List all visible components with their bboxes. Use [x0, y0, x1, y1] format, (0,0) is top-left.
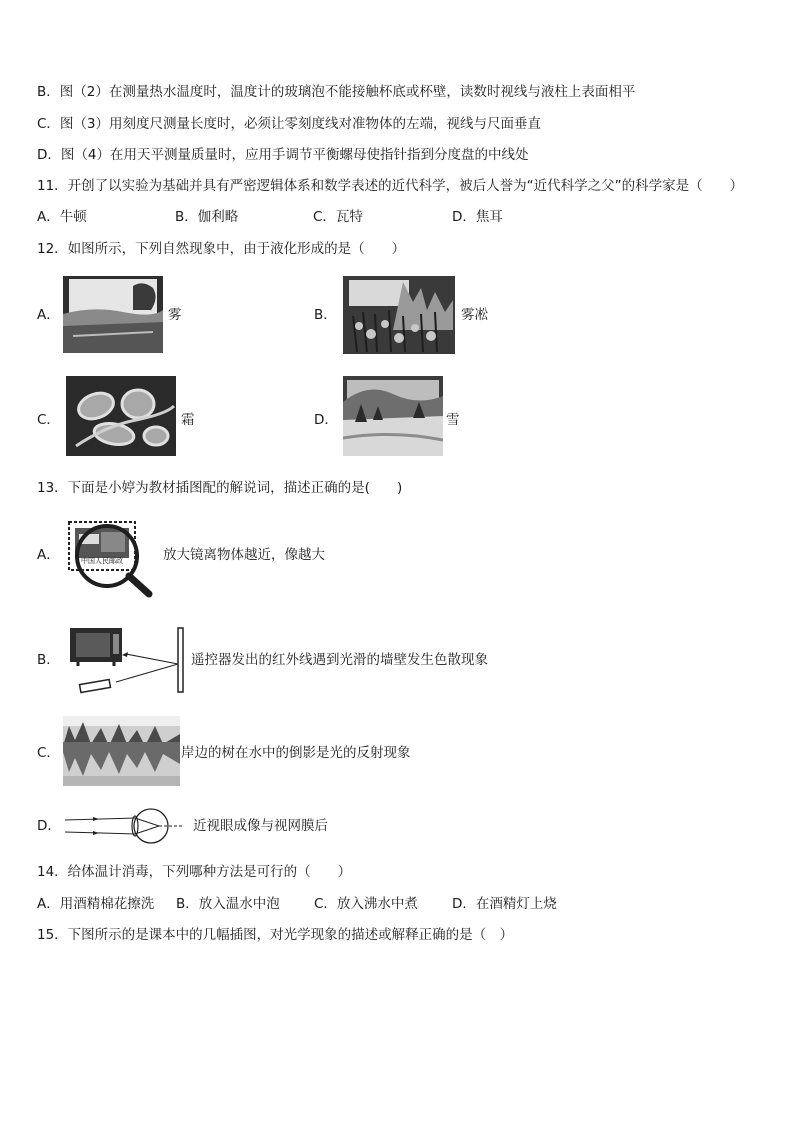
q12-caption-d: 雪 — [446, 412, 460, 428]
q14-option-c: C．放入沸水中煮 — [314, 896, 418, 912]
magnifier-stamp-figure — [63, 516, 155, 598]
q14-option-a: A．用酒精棉花擦洗 — [37, 896, 155, 912]
q11-option-d: D．焦耳 — [452, 209, 503, 225]
prev-option-b: B．图（2）在测量热水温度时，温度计的玻璃泡不能接触杯底或杯壁，读数时视线与液柱上表面相平 — [37, 84, 636, 100]
q12-caption-b: 雾凇 — [461, 307, 488, 323]
prev-option-c: C．图（3）用刻度尺测量长度时，必须让零刻度线对准物体的左端，视线与尺面垂直 — [37, 116, 542, 132]
q12-letter-d: D． — [314, 412, 338, 428]
q12-letter-c: C． — [37, 412, 60, 428]
q12-caption-c: 霜 — [181, 412, 195, 428]
q11-option-b: B．伽利略 — [175, 209, 239, 225]
q13-letter-c: C． — [37, 745, 60, 761]
q11-stem: 11．开创了以实验为基础并具有严密逻辑体系和数学表述的近代科学，被后人誉为“近代科学之父”的科学家是（ ） — [37, 178, 744, 194]
snow-photo — [343, 376, 443, 456]
q12-letter-b: B． — [314, 307, 337, 323]
q13-letter-b: B． — [37, 652, 60, 668]
q11-option-a: A．牛顿 — [37, 209, 87, 225]
frost-photo — [66, 376, 176, 456]
q13-caption-c: 岸边的树在水中的倒影是光的反射现象 — [181, 745, 411, 761]
q14-option-d: D．在酒精灯上烧 — [452, 896, 557, 912]
q12-stem: 12．如图所示，下列自然现象中，由于液化形成的是（ ） — [37, 241, 406, 257]
q13-stem: 13．下面是小婷为教材插图配的解说词，描述正确的是( ) — [37, 480, 403, 496]
q13-caption-b: 遥控器发出的红外线遇到光滑的墙壁发生色散现象 — [191, 652, 488, 668]
q13-letter-d: D． — [37, 818, 61, 834]
q14-option-b: B．放入温水中泡 — [176, 896, 280, 912]
q15-stem: 15．下图所示的是课本中的几幅插图，对光学现象的描述或解释正确的是（ ） — [37, 927, 514, 943]
stamp-text: 中国人民邮政 — [81, 557, 123, 565]
myopia-eye-diagram — [63, 806, 191, 846]
q13-letter-a: A． — [37, 547, 60, 563]
q13-caption-d: 近视眼成像与视网膜后 — [193, 818, 328, 834]
prev-option-d: D．图（4）在用天平测量质量时，应用手调节平衡螺母使指针指到分度盘的中线处 — [37, 147, 529, 163]
q13-caption-a: 放大镜离物体越近，像越大 — [163, 547, 325, 563]
q12-caption-a: 雾 — [168, 307, 182, 323]
remote-tv-figure — [66, 624, 188, 696]
q12-letter-a: A． — [37, 307, 60, 323]
reflection-photo — [63, 716, 180, 786]
fog-photo — [63, 276, 163, 353]
q11-option-c: C．瓦特 — [313, 209, 363, 225]
rime-photo — [343, 276, 455, 354]
q14-stem: 14．给体温计消毒，下列哪种方法是可行的（ ） — [37, 864, 352, 880]
